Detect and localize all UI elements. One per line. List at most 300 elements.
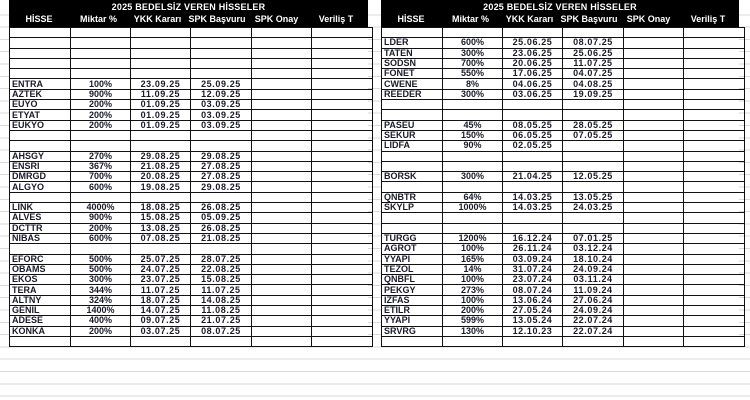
cell-spk-onay[interactable] bbox=[252, 69, 312, 79]
cell-hisse[interactable]: ETILR bbox=[382, 306, 443, 316]
cell-spk-onay[interactable] bbox=[252, 295, 312, 305]
cell-hisse[interactable]: ALGYO bbox=[10, 182, 71, 192]
cell-miktar[interactable] bbox=[71, 336, 131, 346]
cell-spk-onay[interactable] bbox=[252, 141, 312, 151]
cell-miktar[interactable]: 1400% bbox=[71, 306, 131, 316]
cell-spk-onay[interactable] bbox=[252, 38, 312, 48]
cell-ykk[interactable]: 07.08.25 bbox=[131, 233, 191, 243]
cell-spk-basvuru[interactable]: 27.08.25 bbox=[191, 161, 252, 171]
cell-spk-onay[interactable] bbox=[252, 89, 312, 99]
cell-spk-basvuru[interactable]: 04.07.25 bbox=[563, 69, 624, 79]
cell-miktar[interactable]: 200% bbox=[71, 120, 131, 130]
cell-hisse[interactable] bbox=[382, 182, 443, 192]
cell-verilis[interactable] bbox=[684, 69, 745, 79]
cell-verilis[interactable] bbox=[312, 203, 373, 213]
cell-hisse[interactable] bbox=[10, 336, 71, 346]
cell-ykk[interactable]: 18.07.25 bbox=[131, 295, 191, 305]
cell-spk-onay[interactable] bbox=[252, 326, 312, 336]
cell-miktar[interactable]: 150% bbox=[443, 130, 503, 140]
cell-spk-basvuru[interactable]: 11.07.25 bbox=[563, 58, 624, 68]
cell-verilis[interactable] bbox=[312, 336, 373, 346]
cell-verilis[interactable] bbox=[684, 120, 745, 130]
cell-ykk[interactable]: 20.08.25 bbox=[131, 172, 191, 182]
cell-miktar[interactable]: 130% bbox=[443, 326, 503, 336]
cell-ykk[interactable] bbox=[131, 28, 191, 38]
cell-verilis[interactable] bbox=[312, 89, 373, 99]
cell-ykk[interactable]: 21.08.25 bbox=[131, 161, 191, 171]
cell-ykk[interactable] bbox=[131, 141, 191, 151]
cell-ykk[interactable] bbox=[503, 213, 563, 223]
cell-spk-onay[interactable] bbox=[624, 69, 684, 79]
cell-miktar[interactable] bbox=[71, 244, 131, 254]
cell-hisse[interactable]: EFORC bbox=[10, 254, 71, 264]
cell-spk-basvuru[interactable] bbox=[563, 151, 624, 161]
cell-miktar[interactable]: 200% bbox=[71, 110, 131, 120]
cell-hisse[interactable]: LINK bbox=[10, 203, 71, 213]
cell-spk-basvuru[interactable]: 29.08.25 bbox=[191, 182, 252, 192]
cell-ykk[interactable] bbox=[503, 182, 563, 192]
cell-spk-basvuru[interactable]: 18.10.24 bbox=[563, 254, 624, 264]
cell-miktar[interactable]: 100% bbox=[443, 244, 503, 254]
cell-hisse[interactable]: KONKA bbox=[10, 326, 71, 336]
col-hisse[interactable]: HİSSE bbox=[397, 14, 425, 24]
cell-miktar[interactable]: 600% bbox=[71, 182, 131, 192]
cell-miktar[interactable]: 300% bbox=[443, 48, 503, 58]
cell-ykk[interactable]: 16.12.24 bbox=[503, 233, 563, 243]
cell-miktar[interactable]: 64% bbox=[443, 192, 503, 202]
cell-spk-basvuru[interactable]: 03.11.24 bbox=[563, 275, 624, 285]
cell-spk-basvuru[interactable]: 04.08.25 bbox=[563, 79, 624, 89]
cell-hisse[interactable] bbox=[382, 336, 443, 346]
cell-spk-basvuru[interactable] bbox=[191, 48, 252, 58]
cell-spk-basvuru[interactable]: 03.09.25 bbox=[191, 120, 252, 130]
cell-ykk[interactable]: 17.06.25 bbox=[503, 69, 563, 79]
cell-hisse[interactable]: AGROT bbox=[382, 244, 443, 254]
cell-verilis[interactable] bbox=[312, 120, 373, 130]
cell-miktar[interactable]: 600% bbox=[443, 38, 503, 48]
cell-hisse[interactable] bbox=[382, 110, 443, 120]
cell-verilis[interactable] bbox=[684, 264, 745, 274]
cell-miktar[interactable]: 8% bbox=[443, 79, 503, 89]
cell-verilis[interactable] bbox=[312, 264, 373, 274]
cell-spk-basvuru[interactable]: 25.09.25 bbox=[191, 79, 252, 89]
cell-miktar[interactable]: 700% bbox=[443, 58, 503, 68]
cell-ykk[interactable]: 14.03.25 bbox=[503, 192, 563, 202]
cell-ykk[interactable]: 12.10.23 bbox=[503, 326, 563, 336]
cell-ykk[interactable]: 23.07.25 bbox=[131, 275, 191, 285]
cell-ykk[interactable]: 25.07.25 bbox=[131, 254, 191, 264]
cell-hisse[interactable] bbox=[10, 28, 71, 38]
cell-miktar[interactable]: 367% bbox=[71, 161, 131, 171]
cell-miktar[interactable]: 45% bbox=[443, 120, 503, 130]
cell-verilis[interactable] bbox=[684, 38, 745, 48]
cell-spk-onay[interactable] bbox=[624, 244, 684, 254]
col-verilis[interactable]: Veriliş T bbox=[690, 14, 726, 24]
cell-spk-onay[interactable] bbox=[252, 223, 312, 233]
cell-verilis[interactable] bbox=[684, 48, 745, 58]
cell-spk-basvuru[interactable] bbox=[563, 100, 624, 110]
cell-verilis[interactable] bbox=[684, 130, 745, 140]
cell-verilis[interactable] bbox=[312, 254, 373, 264]
cell-spk-basvuru[interactable] bbox=[563, 182, 624, 192]
cell-ykk[interactable]: 24.07.25 bbox=[131, 264, 191, 274]
cell-hisse[interactable]: YYAPI bbox=[382, 254, 443, 264]
cell-ykk[interactable]: 15.08.25 bbox=[131, 213, 191, 223]
cell-spk-onay[interactable] bbox=[624, 100, 684, 110]
cell-miktar[interactable] bbox=[443, 100, 503, 110]
cell-ykk[interactable]: 01.09.25 bbox=[131, 110, 191, 120]
cell-ykk[interactable]: 02.05.25 bbox=[503, 141, 563, 151]
cell-verilis[interactable] bbox=[312, 244, 373, 254]
cell-ykk[interactable]: 23.09.25 bbox=[131, 79, 191, 89]
cell-ykk[interactable]: 26.11.24 bbox=[503, 244, 563, 254]
cell-miktar[interactable]: 270% bbox=[71, 151, 131, 161]
cell-ykk[interactable] bbox=[131, 38, 191, 48]
cell-hisse[interactable]: GENIL bbox=[10, 306, 71, 316]
cell-spk-onay[interactable] bbox=[624, 182, 684, 192]
cell-hisse[interactable]: DMRGD bbox=[10, 172, 71, 182]
cell-hisse[interactable]: REEDER bbox=[382, 89, 443, 99]
cell-hisse[interactable]: NIBAS bbox=[10, 233, 71, 243]
cell-ykk[interactable]: 31.07.24 bbox=[503, 264, 563, 274]
cell-spk-basvuru[interactable]: 11.07.25 bbox=[191, 285, 252, 295]
cell-ykk[interactable] bbox=[131, 58, 191, 68]
cell-verilis[interactable] bbox=[684, 244, 745, 254]
cell-miktar[interactable]: 700% bbox=[71, 172, 131, 182]
cell-ykk[interactable]: 25.06.25 bbox=[503, 38, 563, 48]
cell-verilis[interactable] bbox=[312, 161, 373, 171]
cell-spk-basvuru[interactable] bbox=[191, 244, 252, 254]
cell-verilis[interactable] bbox=[684, 213, 745, 223]
cell-hisse[interactable] bbox=[10, 48, 71, 58]
cell-spk-basvuru[interactable]: 08.07.25 bbox=[563, 38, 624, 48]
cell-spk-onay[interactable] bbox=[252, 254, 312, 264]
cell-miktar[interactable] bbox=[71, 130, 131, 140]
cell-verilis[interactable] bbox=[312, 38, 373, 48]
cell-spk-basvuru[interactable]: 25.06.25 bbox=[563, 48, 624, 58]
cell-spk-basvuru[interactable] bbox=[563, 336, 624, 346]
cell-hisse[interactable]: TERA bbox=[10, 285, 71, 295]
cell-spk-basvuru[interactable] bbox=[191, 38, 252, 48]
cell-spk-basvuru[interactable]: 14.08.25 bbox=[191, 295, 252, 305]
cell-ykk[interactable]: 23.07.24 bbox=[503, 275, 563, 285]
cell-ykk[interactable]: 11.07.25 bbox=[131, 285, 191, 295]
cell-ykk[interactable]: 01.09.25 bbox=[131, 120, 191, 130]
cell-hisse[interactable]: LDER bbox=[382, 38, 443, 48]
cell-hisse[interactable]: CWENE bbox=[382, 79, 443, 89]
cell-hisse[interactable]: TURGG bbox=[382, 233, 443, 243]
cell-spk-basvuru[interactable]: 22.07.24 bbox=[563, 326, 624, 336]
cell-hisse[interactable]: SKYLP bbox=[382, 203, 443, 213]
cell-miktar[interactable] bbox=[443, 110, 503, 120]
col-spk-basvuru[interactable]: SPK Başvuru bbox=[560, 14, 618, 24]
cell-hisse[interactable] bbox=[382, 151, 443, 161]
col-hisse[interactable]: HİSSE bbox=[25, 14, 53, 24]
cell-spk-basvuru[interactable]: 21.07.25 bbox=[191, 316, 252, 326]
cell-hisse[interactable] bbox=[10, 244, 71, 254]
cell-verilis[interactable] bbox=[684, 182, 745, 192]
cell-spk-basvuru[interactable]: 24.09.24 bbox=[563, 306, 624, 316]
cell-ykk[interactable]: 23.06.25 bbox=[503, 48, 563, 58]
cell-spk-basvuru[interactable] bbox=[563, 110, 624, 120]
cell-spk-onay[interactable] bbox=[624, 254, 684, 264]
cell-hisse[interactable]: ENTRA bbox=[10, 79, 71, 89]
cell-ykk[interactable] bbox=[131, 336, 191, 346]
cell-verilis[interactable] bbox=[312, 58, 373, 68]
cell-miktar[interactable]: 165% bbox=[443, 254, 503, 264]
cell-miktar[interactable]: 324% bbox=[71, 295, 131, 305]
cell-hisse[interactable]: TEZOL bbox=[382, 264, 443, 274]
cell-miktar[interactable] bbox=[71, 48, 131, 58]
cell-hisse[interactable] bbox=[382, 161, 443, 171]
cell-hisse[interactable] bbox=[382, 213, 443, 223]
cell-spk-basvuru[interactable] bbox=[191, 141, 252, 151]
cell-verilis[interactable] bbox=[684, 172, 745, 182]
cell-spk-basvuru[interactable]: 03.09.25 bbox=[191, 110, 252, 120]
cell-miktar[interactable]: 600% bbox=[71, 233, 131, 243]
cell-spk-onay[interactable] bbox=[252, 182, 312, 192]
cell-hisse[interactable]: ALTNY bbox=[10, 295, 71, 305]
cell-spk-onay[interactable] bbox=[624, 213, 684, 223]
cell-verilis[interactable] bbox=[684, 233, 745, 243]
cell-verilis[interactable] bbox=[684, 336, 745, 346]
cell-spk-basvuru[interactable]: 26.08.25 bbox=[191, 223, 252, 233]
cell-miktar[interactable] bbox=[71, 69, 131, 79]
cell-miktar[interactable] bbox=[443, 182, 503, 192]
cell-ykk[interactable]: 03.07.25 bbox=[131, 326, 191, 336]
cell-verilis[interactable] bbox=[312, 316, 373, 326]
cell-verilis[interactable] bbox=[684, 151, 745, 161]
cell-hisse[interactable]: IZFAS bbox=[382, 295, 443, 305]
cell-hisse[interactable]: EKOS bbox=[10, 275, 71, 285]
cell-verilis[interactable] bbox=[312, 151, 373, 161]
cell-miktar[interactable]: 1200% bbox=[443, 233, 503, 243]
cell-miktar[interactable]: 14% bbox=[443, 264, 503, 274]
cell-verilis[interactable] bbox=[684, 110, 745, 120]
cell-spk-basvuru[interactable] bbox=[563, 28, 624, 38]
cell-spk-basvuru[interactable]: 11.09.24 bbox=[563, 285, 624, 295]
cell-verilis[interactable] bbox=[312, 79, 373, 89]
cell-miktar[interactable]: 599% bbox=[443, 316, 503, 326]
cell-hisse[interactable]: ENSRI bbox=[10, 161, 71, 171]
cell-spk-basvuru[interactable]: 19.09.25 bbox=[563, 89, 624, 99]
cell-hisse[interactable]: SODSN bbox=[382, 58, 443, 68]
cell-spk-basvuru[interactable] bbox=[191, 130, 252, 140]
cell-verilis[interactable] bbox=[684, 285, 745, 295]
cell-spk-onay[interactable] bbox=[252, 192, 312, 202]
cell-spk-onay[interactable] bbox=[624, 306, 684, 316]
cell-spk-onay[interactable] bbox=[624, 192, 684, 202]
cell-spk-onay[interactable] bbox=[252, 151, 312, 161]
cell-spk-basvuru[interactable] bbox=[191, 69, 252, 79]
cell-hisse[interactable] bbox=[382, 223, 443, 233]
cell-ykk[interactable]: 14.03.25 bbox=[503, 203, 563, 213]
cell-verilis[interactable] bbox=[684, 89, 745, 99]
cell-hisse[interactable]: OBAMS bbox=[10, 264, 71, 274]
cell-verilis[interactable] bbox=[684, 275, 745, 285]
cell-spk-basvuru[interactable]: 03.09.25 bbox=[191, 100, 252, 110]
cell-verilis[interactable] bbox=[312, 69, 373, 79]
cell-verilis[interactable] bbox=[684, 192, 745, 202]
cell-ykk[interactable]: 09.07.25 bbox=[131, 316, 191, 326]
cell-spk-onay[interactable] bbox=[252, 275, 312, 285]
cell-verilis[interactable] bbox=[684, 203, 745, 213]
cell-spk-basvuru[interactable]: 27.08.25 bbox=[191, 172, 252, 182]
cell-miktar[interactable]: 1000% bbox=[443, 203, 503, 213]
cell-verilis[interactable] bbox=[312, 326, 373, 336]
cell-ykk[interactable]: 19.08.25 bbox=[131, 182, 191, 192]
cell-ykk[interactable]: 13.06.24 bbox=[503, 295, 563, 305]
cell-spk-onay[interactable] bbox=[624, 58, 684, 68]
cell-verilis[interactable] bbox=[684, 295, 745, 305]
cell-spk-basvuru[interactable]: 28.07.25 bbox=[191, 254, 252, 264]
cell-spk-basvuru[interactable]: 13.05.25 bbox=[563, 192, 624, 202]
cell-miktar[interactable] bbox=[71, 58, 131, 68]
cell-miktar[interactable] bbox=[443, 223, 503, 233]
cell-ykk[interactable] bbox=[503, 151, 563, 161]
cell-spk-onay[interactable] bbox=[624, 161, 684, 171]
col-miktar[interactable]: Miktar % bbox=[451, 14, 489, 24]
cell-spk-basvuru[interactable]: 22.08.25 bbox=[191, 264, 252, 274]
cell-miktar[interactable] bbox=[443, 151, 503, 161]
col-verilis[interactable]: Veriliş T bbox=[318, 14, 354, 24]
cell-miktar[interactable] bbox=[71, 38, 131, 48]
cell-ykk[interactable] bbox=[503, 28, 563, 38]
cell-miktar[interactable]: 200% bbox=[71, 223, 131, 233]
cell-spk-onay[interactable] bbox=[624, 336, 684, 346]
cell-spk-onay[interactable] bbox=[624, 151, 684, 161]
cell-spk-onay[interactable] bbox=[624, 48, 684, 58]
cell-spk-onay[interactable] bbox=[252, 79, 312, 89]
cell-spk-basvuru[interactable]: 24.09.24 bbox=[563, 264, 624, 274]
cell-miktar[interactable]: 300% bbox=[443, 89, 503, 99]
cell-miktar[interactable]: 100% bbox=[443, 295, 503, 305]
cell-hisse[interactable] bbox=[10, 130, 71, 140]
cell-spk-onay[interactable] bbox=[252, 172, 312, 182]
cell-spk-onay[interactable] bbox=[252, 213, 312, 223]
cell-ykk[interactable] bbox=[503, 100, 563, 110]
cell-spk-onay[interactable] bbox=[252, 244, 312, 254]
cell-ykk[interactable] bbox=[131, 244, 191, 254]
cell-miktar[interactable]: 300% bbox=[71, 275, 131, 285]
cell-verilis[interactable] bbox=[312, 48, 373, 58]
cell-spk-onay[interactable] bbox=[624, 172, 684, 182]
cell-spk-basvuru[interactable]: 24.03.25 bbox=[563, 203, 624, 213]
cell-ykk[interactable] bbox=[131, 69, 191, 79]
cell-ykk[interactable]: 04.06.25 bbox=[503, 79, 563, 89]
cell-verilis[interactable] bbox=[684, 100, 745, 110]
cell-ykk[interactable]: 01.09.25 bbox=[131, 100, 191, 110]
cell-verilis[interactable] bbox=[684, 316, 745, 326]
cell-ykk[interactable]: 03.09.24 bbox=[503, 254, 563, 264]
cell-spk-basvuru[interactable]: 26.08.25 bbox=[191, 203, 252, 213]
cell-spk-onay[interactable] bbox=[624, 110, 684, 120]
cell-miktar[interactable]: 900% bbox=[71, 213, 131, 223]
cell-ykk[interactable]: 11.09.25 bbox=[131, 89, 191, 99]
cell-spk-onay[interactable] bbox=[624, 89, 684, 99]
cell-ykk[interactable] bbox=[131, 130, 191, 140]
cell-miktar[interactable] bbox=[71, 28, 131, 38]
cell-verilis[interactable] bbox=[312, 223, 373, 233]
cell-hisse[interactable] bbox=[10, 58, 71, 68]
cell-ykk[interactable]: 27.05.24 bbox=[503, 306, 563, 316]
cell-ykk[interactable]: 14.07.25 bbox=[131, 306, 191, 316]
col-ykk[interactable]: YKK Kararı bbox=[133, 14, 182, 24]
cell-miktar[interactable]: 550% bbox=[443, 69, 503, 79]
cell-spk-basvuru[interactable]: 07.05.25 bbox=[563, 130, 624, 140]
cell-verilis[interactable] bbox=[312, 100, 373, 110]
cell-spk-onay[interactable] bbox=[252, 203, 312, 213]
cell-ykk[interactable] bbox=[503, 161, 563, 171]
cell-spk-basvuru[interactable]: 05.09.25 bbox=[191, 213, 252, 223]
cell-ykk[interactable] bbox=[131, 48, 191, 58]
cell-ykk[interactable] bbox=[131, 192, 191, 202]
cell-hisse[interactable]: SRVRG bbox=[382, 326, 443, 336]
cell-miktar[interactable]: 400% bbox=[71, 316, 131, 326]
cell-hisse[interactable]: ADESE bbox=[10, 316, 71, 326]
cell-miktar[interactable]: 500% bbox=[71, 254, 131, 264]
cell-ykk[interactable] bbox=[503, 336, 563, 346]
cell-verilis[interactable] bbox=[684, 79, 745, 89]
cell-miktar[interactable]: 900% bbox=[71, 89, 131, 99]
cell-verilis[interactable] bbox=[312, 110, 373, 120]
cell-hisse[interactable] bbox=[10, 192, 71, 202]
cell-verilis[interactable] bbox=[312, 213, 373, 223]
cell-spk-onay[interactable] bbox=[624, 316, 684, 326]
cell-spk-basvuru[interactable]: 29.08.25 bbox=[191, 151, 252, 161]
cell-ykk[interactable]: 08.07.24 bbox=[503, 285, 563, 295]
cell-spk-onay[interactable] bbox=[624, 120, 684, 130]
cell-verilis[interactable] bbox=[312, 306, 373, 316]
cell-hisse[interactable]: LIDFA bbox=[382, 141, 443, 151]
cell-ykk[interactable]: 13.05.24 bbox=[503, 316, 563, 326]
cell-miktar[interactable]: 200% bbox=[71, 100, 131, 110]
cell-ykk[interactable]: 06.05.25 bbox=[503, 130, 563, 140]
cell-hisse[interactable]: AZTEK bbox=[10, 89, 71, 99]
cell-hisse[interactable]: DCTTR bbox=[10, 223, 71, 233]
cell-miktar[interactable]: 4000% bbox=[71, 203, 131, 213]
cell-ykk[interactable]: 21.04.25 bbox=[503, 172, 563, 182]
cell-ykk[interactable] bbox=[503, 223, 563, 233]
cell-hisse[interactable]: QNBFL bbox=[382, 275, 443, 285]
cell-spk-basvuru[interactable]: 12.09.25 bbox=[191, 89, 252, 99]
cell-verilis[interactable] bbox=[312, 182, 373, 192]
cell-spk-basvuru[interactable]: 27.06.24 bbox=[563, 295, 624, 305]
cell-verilis[interactable] bbox=[312, 192, 373, 202]
col-ykk[interactable]: YKK Kararı bbox=[505, 14, 554, 24]
cell-spk-basvuru[interactable] bbox=[563, 223, 624, 233]
cell-spk-basvuru[interactable]: 15.08.25 bbox=[191, 275, 252, 285]
cell-spk-onay[interactable] bbox=[252, 130, 312, 140]
cell-miktar[interactable]: 100% bbox=[443, 275, 503, 285]
cell-miktar[interactable] bbox=[71, 141, 131, 151]
cell-ykk[interactable] bbox=[503, 110, 563, 120]
cell-miktar[interactable]: 300% bbox=[443, 172, 503, 182]
cell-spk-basvuru[interactable] bbox=[563, 213, 624, 223]
cell-hisse[interactable]: TATEN bbox=[382, 48, 443, 58]
col-spk-basvuru[interactable]: SPK Başvuru bbox=[188, 14, 246, 24]
cell-ykk[interactable]: 13.08.25 bbox=[131, 223, 191, 233]
cell-miktar[interactable]: 200% bbox=[71, 326, 131, 336]
cell-spk-onay[interactable] bbox=[252, 48, 312, 58]
cell-hisse[interactable]: PEKGY bbox=[382, 285, 443, 295]
cell-miktar[interactable] bbox=[71, 192, 131, 202]
cell-miktar[interactable] bbox=[443, 213, 503, 223]
cell-spk-onay[interactable] bbox=[624, 233, 684, 243]
cell-verilis[interactable] bbox=[312, 233, 373, 243]
cell-miktar[interactable]: 273% bbox=[443, 285, 503, 295]
cell-spk-onay[interactable] bbox=[624, 275, 684, 285]
